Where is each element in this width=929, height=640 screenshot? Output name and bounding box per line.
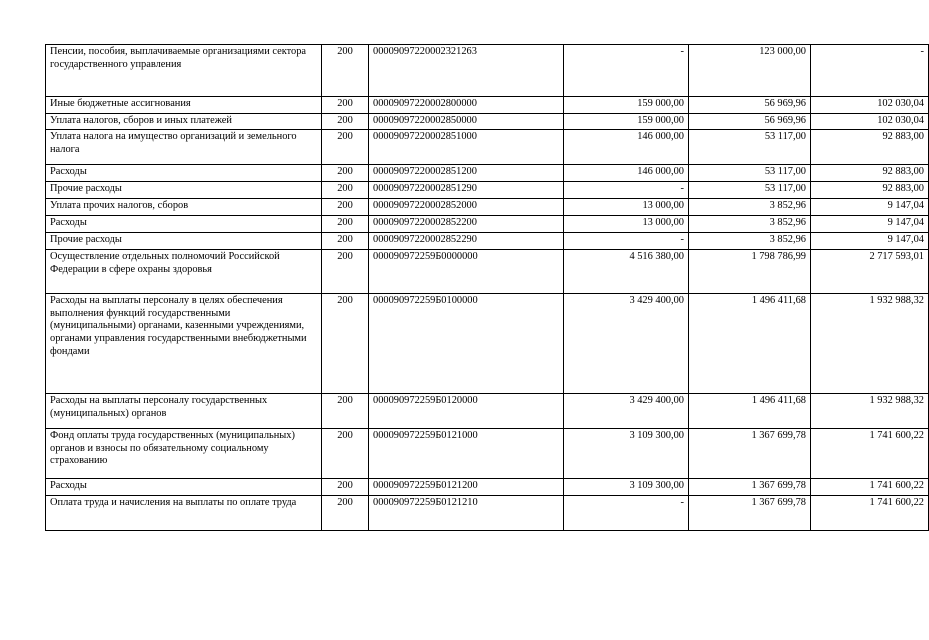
budget-classification-code-cell: 00009097220002852290 — [369, 233, 564, 250]
expense-name-cell: Иные бюджетные ассигнования — [46, 97, 322, 114]
expense-name-cell: Прочие расходы — [46, 182, 322, 199]
approved-amount-cell: 159 000,00 — [564, 113, 689, 130]
budget-expenses-table — [45, 44, 929, 531]
line-code-cell: 200 — [322, 496, 369, 531]
expense-name-cell: Пенсии, пособия, выплачиваемые организациями сектора государственного управления — [46, 45, 322, 97]
expense-name-cell: Расходы — [46, 216, 322, 233]
approved-amount-cell: - — [564, 233, 689, 250]
budget-classification-code-cell: 000090972259Б0100000 — [369, 294, 564, 394]
executed-amount-cell: 53 117,00 — [689, 165, 811, 182]
line-code-cell: 200 — [322, 216, 369, 233]
unexecuted-amount-cell: 1 932 988,32 — [811, 394, 929, 429]
table-row — [46, 165, 929, 182]
approved-amount-cell: 159 000,00 — [564, 97, 689, 114]
unexecuted-amount-cell: 1 741 600,22 — [811, 496, 929, 531]
expense-name-cell: Расходы — [46, 479, 322, 496]
line-code-cell: 200 — [322, 97, 369, 114]
approved-amount-cell: - — [564, 182, 689, 199]
table-row — [46, 130, 929, 165]
executed-amount-cell: 1 367 699,78 — [689, 496, 811, 531]
report-page — [45, 44, 929, 531]
approved-amount-cell: 3 109 300,00 — [564, 429, 689, 479]
table-row — [46, 199, 929, 216]
executed-amount-cell: 1 496 411,68 — [689, 294, 811, 394]
executed-amount-cell: 3 852,96 — [689, 233, 811, 250]
expense-name-cell: Осуществление отдельных полномочий Российской Федерации в сфере охраны здоровья — [46, 250, 322, 294]
approved-amount-cell: 146 000,00 — [564, 165, 689, 182]
approved-amount-cell: 13 000,00 — [564, 199, 689, 216]
table-row — [46, 429, 929, 479]
approved-amount-cell: 146 000,00 — [564, 130, 689, 165]
line-code-cell: 200 — [322, 479, 369, 496]
expense-name-cell: Фонд оплаты труда государственных (муниципальных) органов и взносы по обязательному социальному страхованию — [46, 429, 322, 479]
expense-name-cell: Расходы — [46, 165, 322, 182]
executed-amount-cell: 1 496 411,68 — [689, 394, 811, 429]
table-row — [46, 97, 929, 114]
budget-classification-code-cell: 00009097220002852000 — [369, 199, 564, 216]
line-code-cell: 200 — [322, 199, 369, 216]
executed-amount-cell: 53 117,00 — [689, 130, 811, 165]
line-code-cell: 200 — [322, 429, 369, 479]
approved-amount-cell: 13 000,00 — [564, 216, 689, 233]
approved-amount-cell: 3 429 400,00 — [564, 294, 689, 394]
expense-name-cell: Расходы на выплаты персоналу в целях обеспечения выполнения функций государственными (муниципальными) органами, казенными учреждениями, органами управления государственными внебюджетными фондами — [46, 294, 322, 394]
budget-classification-code-cell: 000090972259Б0000000 — [369, 250, 564, 294]
unexecuted-amount-cell: 1 741 600,22 — [811, 429, 929, 479]
budget-classification-code-cell: 00009097220002800000 — [369, 97, 564, 114]
budget-classification-code-cell: 000090972259Б0120000 — [369, 394, 564, 429]
budget-classification-code-cell: 00009097220002851200 — [369, 165, 564, 182]
unexecuted-amount-cell: 102 030,04 — [811, 113, 929, 130]
approved-amount-cell: - — [564, 496, 689, 531]
unexecuted-amount-cell: 1 741 600,22 — [811, 479, 929, 496]
budget-classification-code-cell: 00009097220002851000 — [369, 130, 564, 165]
executed-amount-cell: 1 367 699,78 — [689, 479, 811, 496]
table-row — [46, 113, 929, 130]
line-code-cell: 200 — [322, 233, 369, 250]
unexecuted-amount-cell: 9 147,04 — [811, 216, 929, 233]
table-row — [46, 233, 929, 250]
table-row — [46, 294, 929, 394]
approved-amount-cell: 3 109 300,00 — [564, 479, 689, 496]
executed-amount-cell: 123 000,00 — [689, 45, 811, 97]
table-row — [46, 216, 929, 233]
expense-name-cell: Прочие расходы — [46, 233, 322, 250]
budget-classification-code-cell: 00009097220002321263 — [369, 45, 564, 97]
budget-classification-code-cell: 000090972259Б0121000 — [369, 429, 564, 479]
approved-amount-cell: - — [564, 45, 689, 97]
executed-amount-cell: 3 852,96 — [689, 199, 811, 216]
executed-amount-cell: 3 852,96 — [689, 216, 811, 233]
unexecuted-amount-cell: 9 147,04 — [811, 233, 929, 250]
expense-name-cell: Уплата налогов, сборов и иных платежей — [46, 113, 322, 130]
table-body — [46, 45, 929, 531]
unexecuted-amount-cell: 2 717 593,01 — [811, 250, 929, 294]
unexecuted-amount-cell: 1 932 988,32 — [811, 294, 929, 394]
table-row — [46, 45, 929, 97]
line-code-cell: 200 — [322, 394, 369, 429]
expense-name-cell: Уплата прочих налогов, сборов — [46, 199, 322, 216]
executed-amount-cell: 1 798 786,99 — [689, 250, 811, 294]
executed-amount-cell: 56 969,96 — [689, 113, 811, 130]
table-row — [46, 250, 929, 294]
executed-amount-cell: 56 969,96 — [689, 97, 811, 114]
budget-classification-code-cell: 00009097220002851290 — [369, 182, 564, 199]
unexecuted-amount-cell: 102 030,04 — [811, 97, 929, 114]
table-row — [46, 496, 929, 531]
expense-name-cell: Уплата налога на имущество организаций и земельного налога — [46, 130, 322, 165]
line-code-cell: 200 — [322, 294, 369, 394]
budget-classification-code-cell: 000090972259Б0121200 — [369, 479, 564, 496]
expense-name-cell: Оплата труда и начисления на выплаты по оплате труда — [46, 496, 322, 531]
unexecuted-amount-cell: - — [811, 45, 929, 97]
unexecuted-amount-cell: 9 147,04 — [811, 199, 929, 216]
line-code-cell: 200 — [322, 113, 369, 130]
line-code-cell: 200 — [322, 130, 369, 165]
table-row — [46, 394, 929, 429]
line-code-cell: 200 — [322, 182, 369, 199]
budget-classification-code-cell: 00009097220002850000 — [369, 113, 564, 130]
line-code-cell: 200 — [322, 45, 369, 97]
line-code-cell: 200 — [322, 250, 369, 294]
budget-classification-code-cell: 000090972259Б0121210 — [369, 496, 564, 531]
unexecuted-amount-cell: 92 883,00 — [811, 165, 929, 182]
unexecuted-amount-cell: 92 883,00 — [811, 182, 929, 199]
executed-amount-cell: 1 367 699,78 — [689, 429, 811, 479]
expense-name-cell: Расходы на выплаты персоналу государственных (муниципальных) органов — [46, 394, 322, 429]
line-code-cell: 200 — [322, 165, 369, 182]
table-row — [46, 479, 929, 496]
executed-amount-cell: 53 117,00 — [689, 182, 811, 199]
unexecuted-amount-cell: 92 883,00 — [811, 130, 929, 165]
approved-amount-cell: 4 516 380,00 — [564, 250, 689, 294]
approved-amount-cell: 3 429 400,00 — [564, 394, 689, 429]
table-row — [46, 182, 929, 199]
budget-classification-code-cell: 00009097220002852200 — [369, 216, 564, 233]
